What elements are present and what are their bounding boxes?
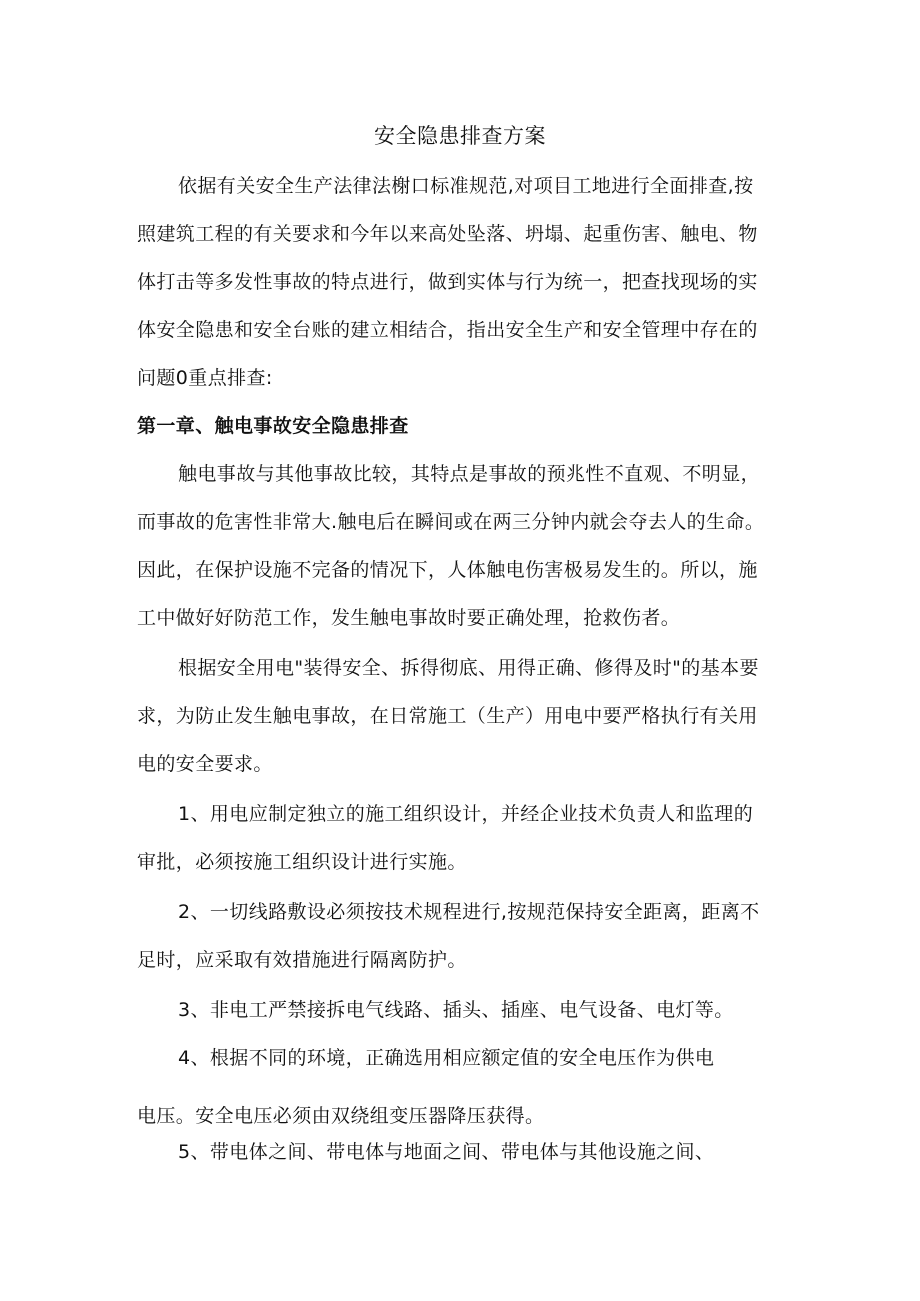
paragraph-line: 工中做好好防范工作，发生触电事故时要正确处理，抢救伤者。	[137, 607, 681, 629]
intro-line: 照建筑工程的有关要求和今年以来高处坠落、坍塌、起重伤害、触电、物	[137, 223, 758, 245]
intro-line: 体打击等多发性事故的特点进行，做到实体与行为统一，把查找现场的实	[137, 271, 758, 293]
list-item-line: 2、一切线路敷设必须按技术规程进行,按规范保持安全距离，距离不	[178, 901, 760, 923]
paragraph-line: 而事故的危害性非常大.触电后在瞬间或在两三分钟内就会夺去人的生命。	[137, 511, 765, 533]
list-item-line: 5、带电体之间、带电体与地面之间、带电体与其他设施之间、	[178, 1141, 715, 1163]
list-item-line: 电压。安全电压必须由双绕组变压器降压获得。	[137, 1105, 545, 1127]
list-item-line: 3、非电工严禁接拆电气线路、插头、插座、电气设备、电灯等。	[178, 999, 734, 1021]
list-item-line: 审批，必须按施工组织设计进行实施。	[137, 851, 467, 873]
intro-line: 体安全隐患和安全台账的建立相结合，指出安全生产和安全管理中存在的	[137, 319, 758, 341]
list-item-line: 足时，应采取有效措施进行隔离防护。	[137, 949, 467, 971]
intro-line: 问题0重点排查:	[137, 367, 273, 389]
intro-line: 依据有关安全生产法律法榭口标准规范,对项目工地进行全面排查,按	[178, 175, 754, 197]
list-item-line: 1、用电应制定独立的施工组织设计，并经企业技术负责人和监理的	[178, 803, 754, 825]
paragraph-line: 根据安全用电"装得安全、拆得彻底、用得正确、修得及时"的基本要	[178, 657, 759, 679]
list-item-line: 4、根据不同的环境，正确选用相应额定值的安全电压作为供电	[178, 1047, 715, 1069]
chapter-heading: 第一章、触电事故安全隐患排查	[137, 415, 409, 437]
paragraph-line: 因此，在保护设施不完备的情况下，人体触电伤害极易发生的。所以，施	[137, 559, 758, 581]
document-title: 安全隐患排查方案	[374, 124, 546, 148]
paragraph-line: 求，为防止发生触电事故，在日常施工（生产）用电中要严格执行有关用	[137, 705, 758, 727]
paragraph-line: 触电事故与其他事故比较，其特点是事故的预兆性不直观、不明显，	[178, 463, 761, 485]
paragraph-line: 电的安全要求。	[137, 753, 273, 775]
